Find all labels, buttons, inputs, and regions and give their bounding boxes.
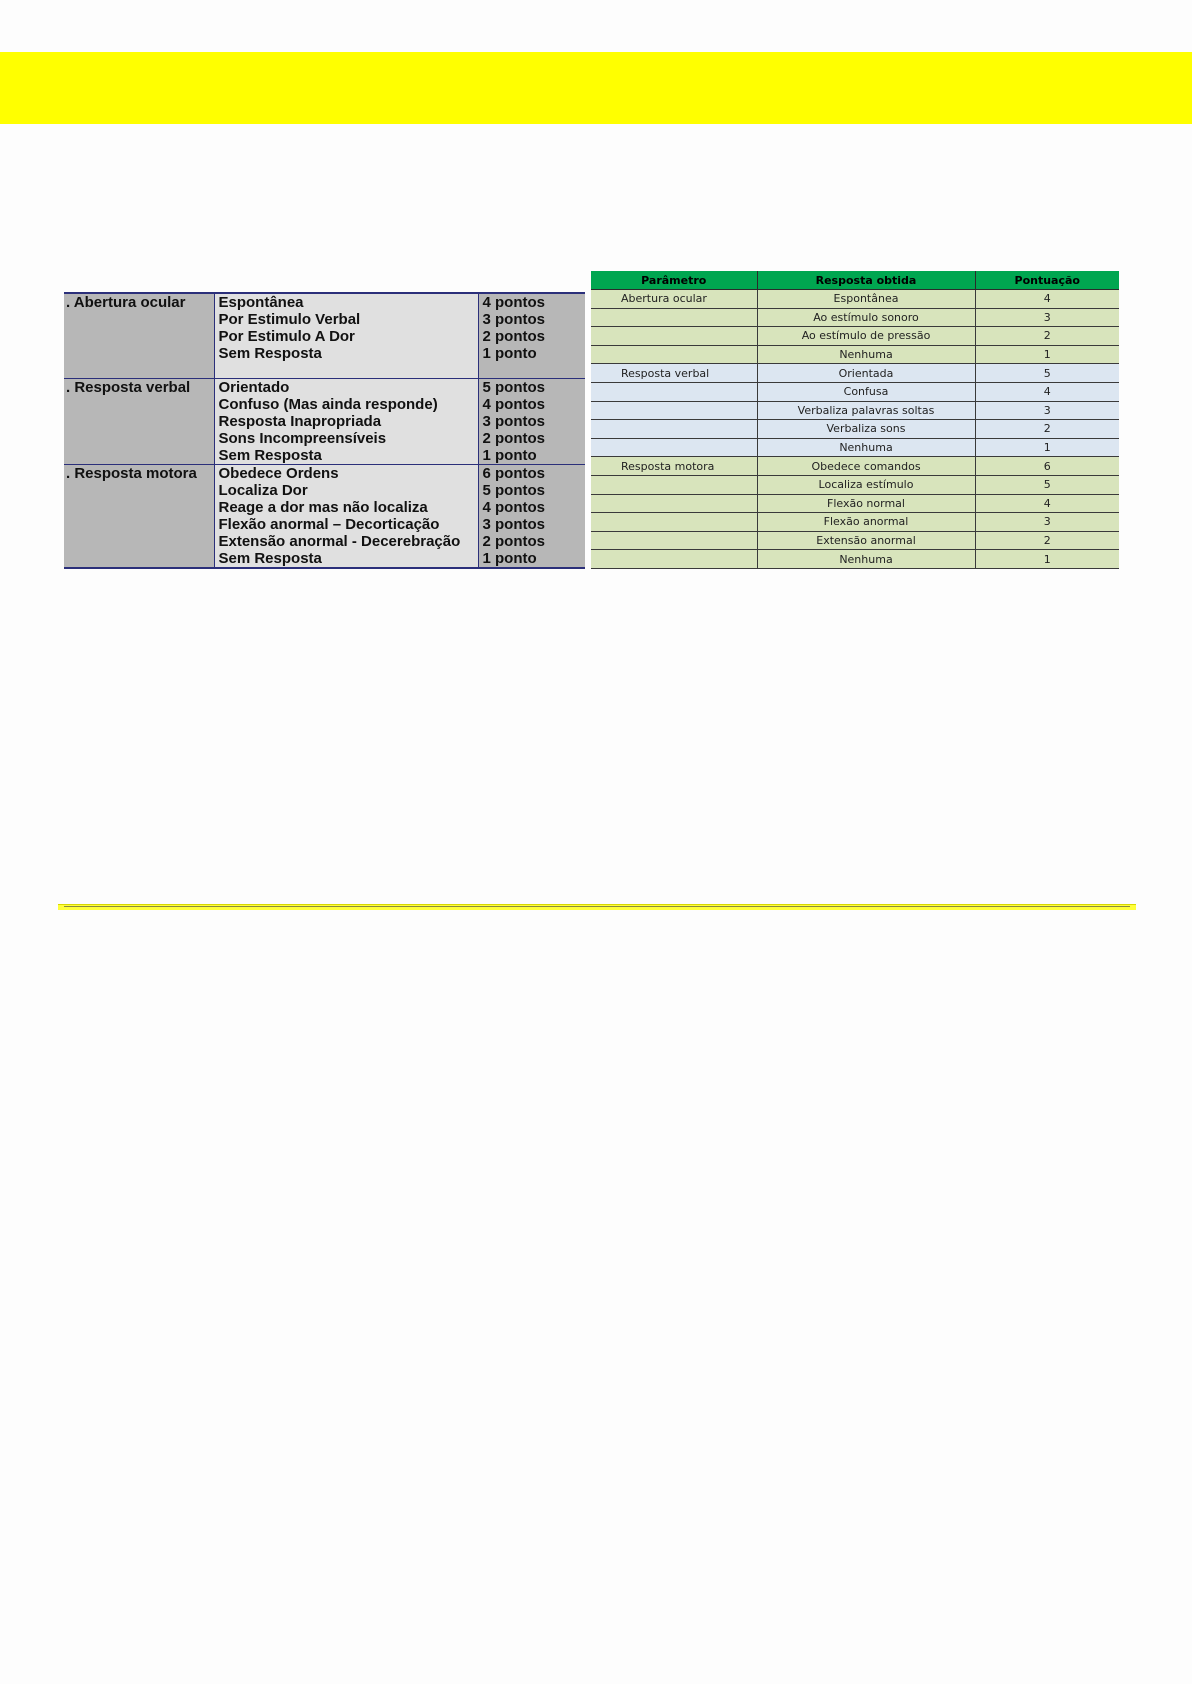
old-group-motor-response xyxy=(64,465,585,569)
old-responses-cell xyxy=(214,293,478,379)
new-table-body xyxy=(591,290,1119,569)
old-response: Localiza Dor xyxy=(218,482,308,499)
old-points: 3 pontos xyxy=(482,413,545,430)
score-cell: 6 xyxy=(975,457,1119,476)
old-response: Flexão anormal – Decorticação xyxy=(218,516,440,533)
new-table-header-row xyxy=(591,271,1119,290)
parameter-cell xyxy=(591,401,757,420)
table-row xyxy=(591,420,1119,439)
parameter-cell xyxy=(591,475,757,494)
yellow-divider xyxy=(58,904,1136,910)
parameter-cell: Resposta verbal xyxy=(591,364,757,383)
score-cell: 2 xyxy=(975,420,1119,439)
old-points: 4 pontos xyxy=(482,294,545,311)
old-response: Sem Resposta xyxy=(218,550,322,567)
table-row xyxy=(591,457,1119,476)
parameter-cell xyxy=(591,345,757,364)
response-cell: Nenhuma xyxy=(757,550,975,569)
old-points-cell xyxy=(478,293,585,379)
parameter-cell xyxy=(591,382,757,401)
table-row xyxy=(591,382,1119,401)
table-row xyxy=(591,401,1119,420)
old-response: Resposta Inapropriada xyxy=(218,413,382,430)
divider-rule xyxy=(64,906,1130,907)
parameter-cell xyxy=(591,438,757,457)
old-parameter-cell: . Abertura ocular xyxy=(64,293,214,379)
response-cell: Espontânea xyxy=(757,290,975,309)
old-points: 6 pontos xyxy=(482,465,545,482)
old-response: Espontânea xyxy=(218,294,304,311)
old-response: Extensão anormal - Decerebração xyxy=(218,533,461,550)
old-points: 5 pontos xyxy=(482,379,545,396)
table-row xyxy=(591,513,1119,532)
parameter-cell xyxy=(591,420,757,439)
table-row xyxy=(591,550,1119,569)
response-cell: Verbaliza palavras soltas xyxy=(757,401,975,420)
old-points: 2 pontos xyxy=(482,328,545,345)
score-cell: 1 xyxy=(975,550,1119,569)
table-row xyxy=(591,290,1119,309)
table-row xyxy=(591,494,1119,513)
table-row xyxy=(591,327,1119,346)
score-cell: 2 xyxy=(975,327,1119,346)
response-cell: Obedece comandos xyxy=(757,457,975,476)
old-points: 3 pontos xyxy=(482,311,545,328)
old-response: Sem Resposta xyxy=(218,447,322,464)
old-group-verbal-response xyxy=(64,379,585,465)
score-cell: 3 xyxy=(975,401,1119,420)
old-response: Reage a dor mas não localiza xyxy=(218,499,428,516)
old-points: 2 pontos xyxy=(482,430,545,447)
yellow-header-banner xyxy=(0,52,1192,124)
old-response: Por Estimulo A Dor xyxy=(218,328,355,345)
score-cell: 2 xyxy=(975,531,1119,550)
old-responses-cell xyxy=(214,379,478,465)
old-response: Por Estimulo Verbal xyxy=(218,311,361,328)
response-cell: Ao estímulo sonoro xyxy=(757,308,975,327)
response-cell: Localiza estímulo xyxy=(757,475,975,494)
score-cell: 3 xyxy=(975,513,1119,532)
old-group-eye-opening xyxy=(64,293,585,379)
response-cell: Nenhuma xyxy=(757,345,975,364)
old-points: 2 pontos xyxy=(482,533,545,550)
header-parameter: Parâmetro xyxy=(591,271,757,290)
parameter-cell xyxy=(591,308,757,327)
old-response: Orientado xyxy=(218,379,290,396)
old-points: 4 pontos xyxy=(482,396,545,413)
old-responses-cell xyxy=(214,465,478,569)
parameter-cell xyxy=(591,513,757,532)
new-table-head xyxy=(591,271,1119,290)
score-cell: 5 xyxy=(975,475,1119,494)
response-cell: Confusa xyxy=(757,382,975,401)
header-score: Pontuação xyxy=(975,271,1119,290)
old-response: Confuso (Mas ainda responde) xyxy=(218,396,438,413)
old-points: 5 pontos xyxy=(482,482,545,499)
parameter-cell xyxy=(591,531,757,550)
parameter-cell xyxy=(591,550,757,569)
score-cell: 4 xyxy=(975,494,1119,513)
parameter-cell: Resposta motora xyxy=(591,457,757,476)
old-points: 1 ponto xyxy=(482,550,537,567)
score-cell: 4 xyxy=(975,290,1119,309)
score-cell: 4 xyxy=(975,382,1119,401)
new-glasgow-scale-table xyxy=(591,271,1119,569)
score-cell: 1 xyxy=(975,345,1119,364)
old-response: Sem Resposta xyxy=(218,345,322,362)
score-cell: 1 xyxy=(975,438,1119,457)
old-points: 1 ponto xyxy=(482,345,537,362)
score-cell: 5 xyxy=(975,364,1119,383)
old-parameter-cell: . Resposta motora xyxy=(64,465,214,569)
old-points-cell xyxy=(478,465,585,569)
response-cell: Ao estímulo de pressão xyxy=(757,327,975,346)
table-row xyxy=(591,345,1119,364)
response-cell: Nenhuma xyxy=(757,438,975,457)
response-cell: Verbaliza sons xyxy=(757,420,975,439)
score-cell: 3 xyxy=(975,308,1119,327)
old-points: 4 pontos xyxy=(482,499,545,516)
old-table-body xyxy=(64,293,585,568)
old-parameter-cell: . Resposta verbal xyxy=(64,379,214,465)
response-cell: Flexão anormal xyxy=(757,513,975,532)
old-glasgow-scale-table xyxy=(64,292,585,569)
response-cell: Orientada xyxy=(757,364,975,383)
table-row xyxy=(591,308,1119,327)
response-cell: Flexão normal xyxy=(757,494,975,513)
old-response: Obedece Ordens xyxy=(218,465,339,482)
table-row xyxy=(591,475,1119,494)
old-points: 3 pontos xyxy=(482,516,545,533)
table-row xyxy=(591,438,1119,457)
old-points-cell xyxy=(478,379,585,465)
old-response: Sons Incompreensíveis xyxy=(218,430,387,447)
parameter-cell: Abertura ocular xyxy=(591,290,757,309)
parameter-cell xyxy=(591,494,757,513)
response-cell: Extensão anormal xyxy=(757,531,975,550)
table-row xyxy=(591,531,1119,550)
old-points: 1 ponto xyxy=(482,447,537,464)
table-row xyxy=(591,364,1119,383)
parameter-cell xyxy=(591,327,757,346)
header-response: Resposta obtida xyxy=(757,271,975,290)
